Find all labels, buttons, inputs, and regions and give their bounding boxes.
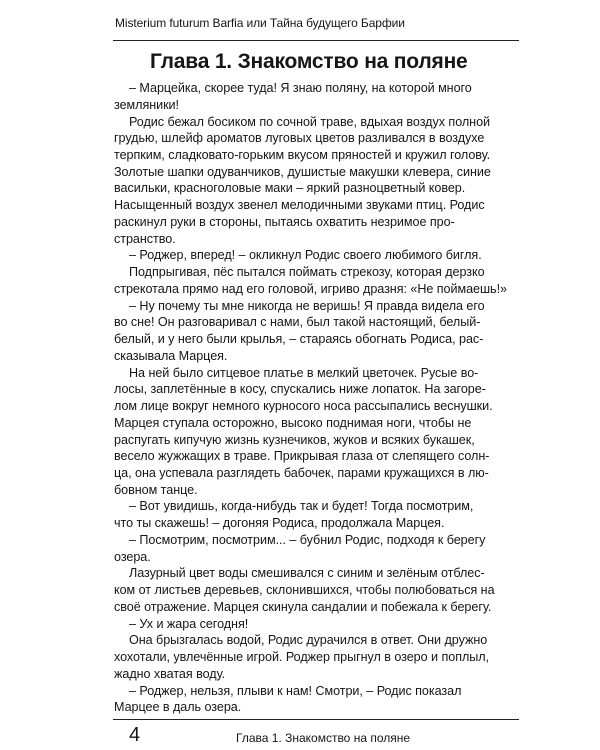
page-number: 4 [129, 724, 141, 746]
text-line: сказывала Марцея. [114, 348, 228, 363]
text-line: Марцея ступала осторожно, высоко поднимая ноги, чтобы не [114, 415, 472, 430]
text-line: – Ну почему ты мне никогда не веришь! Я правда видела его [129, 298, 485, 313]
text-line: что ты скажешь! – догоняя Родиса, продолжала Марцея. [114, 516, 445, 531]
text-line: Марцее в даль озера. [114, 700, 242, 715]
text-line: странство. [114, 231, 176, 246]
chapter-title: Глава 1. Знакомство на поляне [150, 50, 468, 73]
text-line: васильки, красноголовые маки – яркий разноцветный ковер. [114, 181, 466, 196]
text-line: лом лице вокруг немного курносого носа рассыпались веснушки. [114, 399, 493, 413]
text-line: терпким, сладковато-горьким вкусом пряностей и кружил голову. [114, 147, 491, 162]
text-line: весело жужжащих в траве. Прикрывая глаза от слепящего солн- [114, 449, 490, 464]
text-line: жадно хватая воду. [114, 666, 226, 681]
text-line: ца, она успевала разглядеть бабочек, парами кружащихся в лю- [114, 465, 489, 480]
text-line: озера. [114, 549, 151, 564]
text-line: Золотые шапки одуванчиков, душистые макушки клевера, синие [114, 164, 491, 179]
text-line: Лазурный цвет воды смешивался с синим и зелёным отблес- [129, 566, 485, 581]
text-line: земляники! [114, 97, 179, 112]
text-line: стрекотала прямо над его головой, игриво дразня: «Не поймаешь!» [114, 281, 507, 296]
text-line: – Посмотрим, посмотрим... – бубнил Родис, подходя к берегу [129, 532, 486, 547]
text-line: во сне! Он разговаривал с нами, был такой настоящий, белый- [114, 315, 481, 330]
text-line: – Марцейка, скорее туда! Я знаю поляну, на которой много [129, 81, 472, 95]
text-line: раскинул руки в стороны, пытаясь охватить незримое про- [114, 214, 455, 229]
text-line: Насыщенный воздух звенел мелодичными звуками птиц. Родис [114, 198, 485, 213]
running-header: Misterium futurum Barfia или Тайна будущего Барфии [115, 16, 405, 30]
text-line: грудью, шлейф ароматов луговых цветов разливался в воздухе [114, 131, 485, 146]
text-line: – Роджер, вперед! – окликнул Родис своего любимого бигля. [129, 248, 482, 263]
text-line: белый, и у него были крылья, – стараясь обогнать Родиса, рас- [114, 332, 484, 347]
text-line: Подпрыгивая, пёс пытался поймать стрекозу, которая дерзко [129, 265, 485, 280]
running-footer: Глава 1. Знакомство на поляне [236, 731, 411, 745]
text-line: лосы, заплетённые в косу, спускались ниже лопаток. На загоре- [114, 382, 486, 397]
text-line: распугать кипучую жизнь кузнечиков, жуков и всяких букашек, [114, 432, 475, 447]
text-line: – Ух и жара сегодня! [129, 616, 249, 631]
text-line: ком от листьев деревьев, склонившихся, чтобы полюбоваться на [114, 583, 495, 598]
text-line: бовном танце. [114, 482, 198, 497]
text-line: На ней было ситцевое платье в мелкий цветочек. Русые во- [129, 365, 479, 380]
text-line: хохотали, увлечённые игрой. Роджер прыгнул в озеро и поплыл, [114, 650, 490, 665]
text-line: – Роджер, нельзя, плыви к нам! Смотри, – Родис показал [129, 683, 462, 698]
text-line: своё отражение. Марцея скинула сандалии и побежала к берегу. [114, 599, 492, 614]
text-line: Она брызгалась водой, Родис дурачился в ответ. Они дружно [129, 633, 488, 648]
text-line: – Вот увидишь, когда-нибудь так и будет! Тогда посмотрим, [129, 499, 474, 514]
footer-rule [113, 719, 519, 720]
text-line: Родис бежал босиком по сочной траве, вдыхая воздух полной [129, 114, 491, 129]
